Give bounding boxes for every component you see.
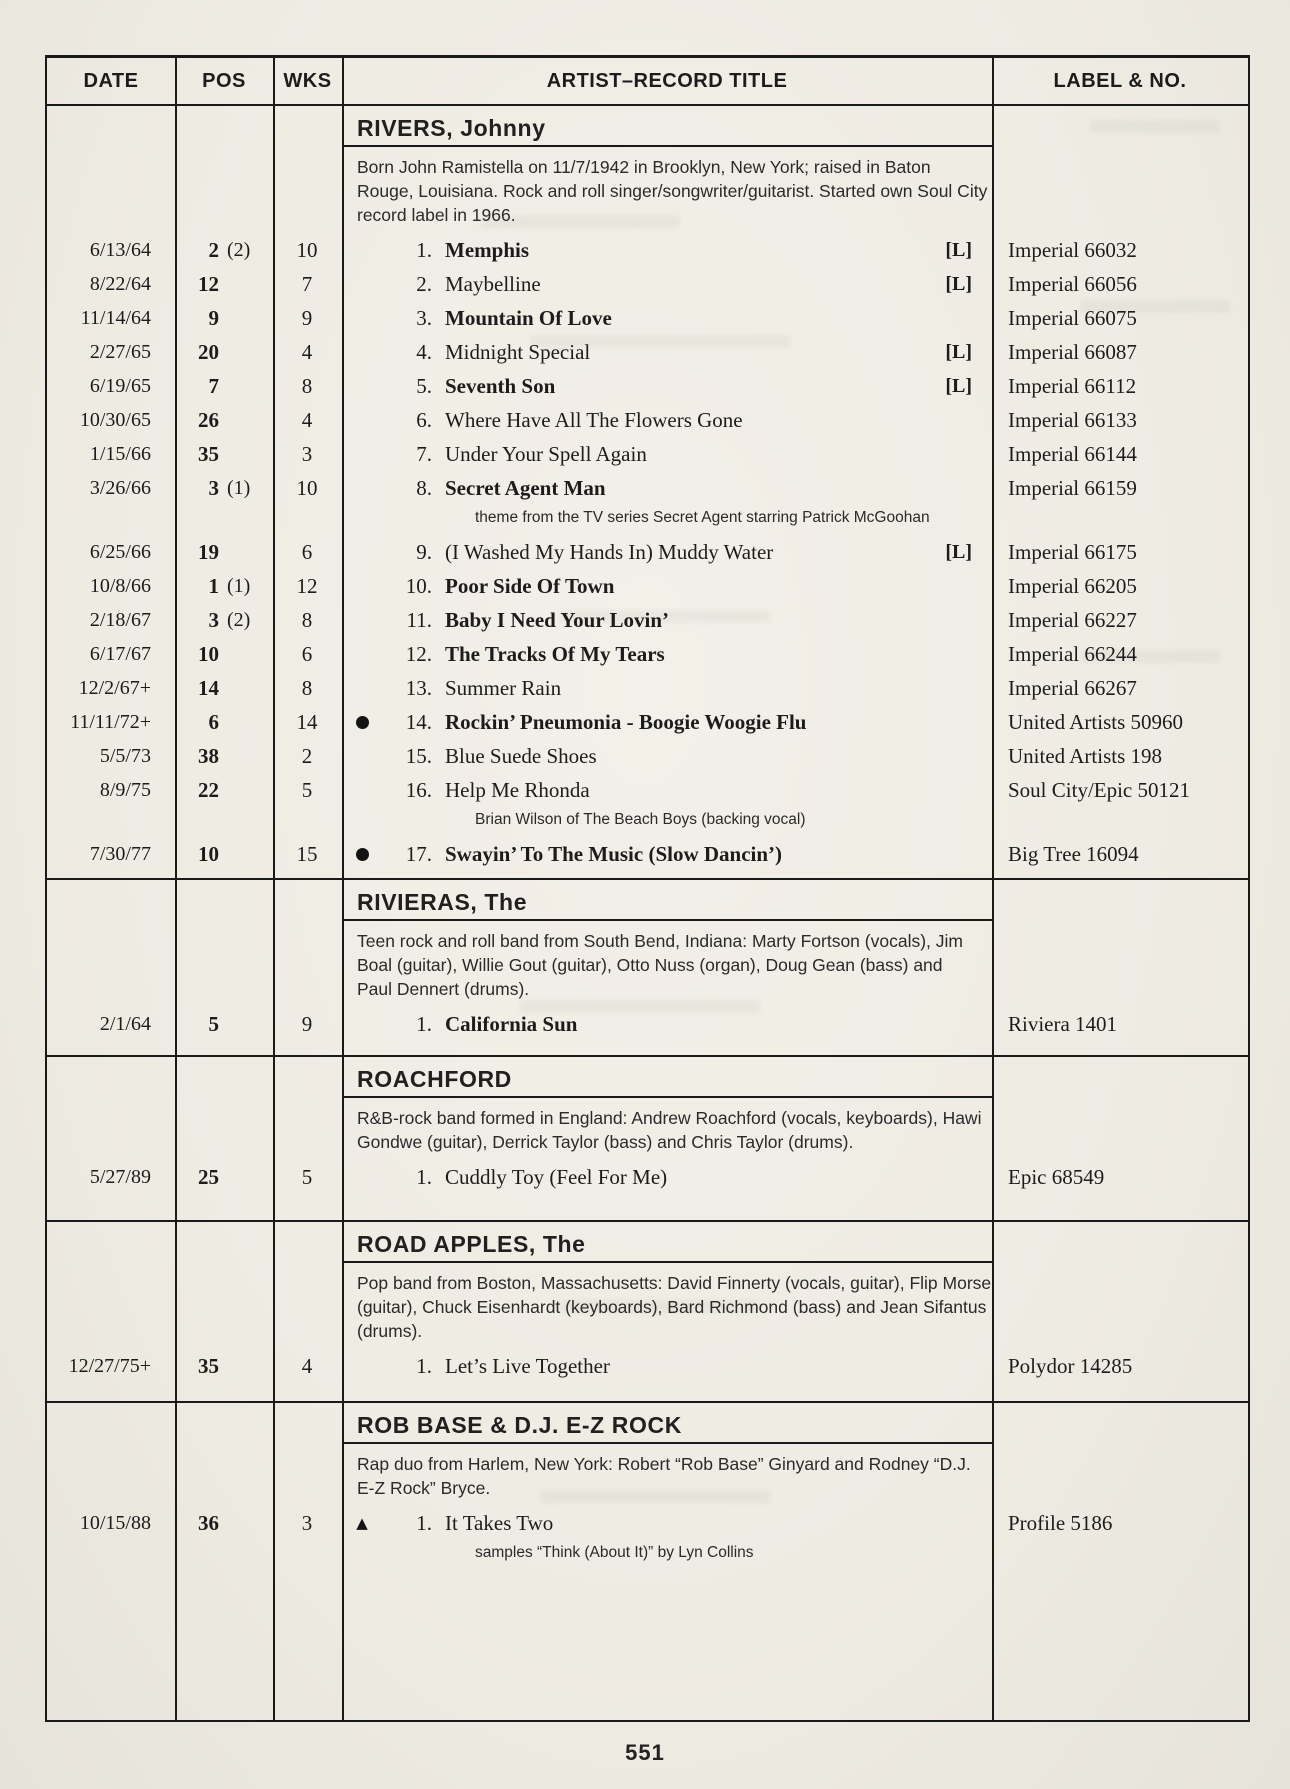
peak-position: 7 <box>208 374 219 398</box>
weeks-charted: 4 <box>301 408 313 432</box>
record-label-number: Imperial 66267 <box>1008 676 1137 700</box>
peak-position: 5 <box>208 1012 219 1036</box>
chart-entry-row <box>47 1007 1248 1041</box>
artist-heading-rule <box>342 1096 992 1098</box>
weeks-charted: 8 <box>301 374 313 398</box>
artist-name-heading: ROAD APPLES, The <box>357 1231 586 1257</box>
song-title: Swayin’ To The Music (Slow Dancin’) <box>445 842 783 866</box>
record-label-number: Imperial 66227 <box>1008 608 1137 632</box>
weeks-charted: 6 <box>301 540 313 564</box>
artist-bio-line: (drums). <box>357 1321 423 1341</box>
chart-entry-row <box>47 837 1248 871</box>
debut-date: 5/27/89 <box>89 1166 151 1188</box>
song-title: Poor Side Of Town <box>445 574 615 598</box>
artist-bio-line: R&B-rock band formed in England: Andrew Roachford (vocals, keyboards), Hawi <box>357 1108 982 1128</box>
debut-date: 8/9/75 <box>99 779 151 801</box>
artist-bio <box>357 929 1248 1001</box>
song-number: 11. <box>406 608 432 632</box>
debut-date: 5/5/73 <box>99 745 151 767</box>
song-title: Summer Rain <box>445 676 562 700</box>
weeks-charted: 8 <box>301 676 313 700</box>
peak-position: 9 <box>208 306 219 330</box>
chart-entry-row <box>47 301 1248 335</box>
record-label-number: Imperial 66159 <box>1008 476 1137 500</box>
song-title: Under Your Spell Again <box>445 442 647 466</box>
weeks-at-peak: (1) <box>227 575 251 597</box>
sections <box>47 106 1248 1570</box>
song-title: Maybelline <box>445 272 541 296</box>
artist-section <box>47 1055 1248 1220</box>
debut-date: 12/27/75+ <box>68 1355 151 1377</box>
peak-position: 25 <box>198 1165 219 1189</box>
chart-entry-row <box>47 705 1248 739</box>
peak-position: 35 <box>198 442 219 466</box>
song-title: Blue Suede Shoes <box>445 744 597 768</box>
chart-entry-row <box>47 739 1248 773</box>
debut-date: 3/26/66 <box>89 477 151 499</box>
song-rows <box>47 1506 1248 1570</box>
table-header-row <box>47 58 1248 106</box>
artist-bio-line: Rap duo from Harlem, New York: Robert “Rob Base” Ginyard and Rodney “D.J. <box>357 1454 971 1474</box>
song-number: 13. <box>405 676 432 700</box>
artist-heading-rule <box>342 1261 992 1263</box>
column-header-pos: POS <box>202 70 246 92</box>
live-version-tag: [L] <box>945 273 972 295</box>
record-label-number: Profile 5186 <box>1008 1511 1113 1535</box>
chart-entry-row <box>47 1349 1248 1383</box>
weeks-charted: 3 <box>301 1511 313 1535</box>
page-number: 551 <box>625 1740 665 1765</box>
song-number: 6. <box>416 408 432 432</box>
weeks-charted: 4 <box>301 1354 313 1378</box>
artist-name-heading: ROB BASE & D.J. E-Z ROCK <box>357 1412 682 1438</box>
record-label-number: Imperial 66087 <box>1008 340 1137 364</box>
song-number: 15. <box>405 744 432 768</box>
weeks-charted: 7 <box>301 272 313 296</box>
artist-bio-line: Boal (guitar), Willie Gout (guitar), Otto Nuss (organ), Doug Gean (bass) and <box>357 955 943 975</box>
song-title: Baby I Need Your Lovin’ <box>445 608 670 632</box>
live-version-tag: [L] <box>945 375 972 397</box>
live-version-tag: [L] <box>945 341 972 363</box>
peak-position: 36 <box>198 1511 219 1535</box>
song-rows <box>47 1349 1248 1383</box>
artist-bio-line: Born John Ramistella on 11/7/1942 in Brooklyn, New York; raised in Baton <box>357 157 931 177</box>
peak-position: 35 <box>198 1354 219 1378</box>
weeks-charted: 2 <box>301 744 313 768</box>
column-header-label-no: LABEL & NO. <box>1053 70 1187 92</box>
song-number: 17. <box>405 842 432 866</box>
weeks-at-peak: (1) <box>227 477 251 499</box>
column-header-date: DATE <box>83 70 139 92</box>
song-number: 4. <box>416 340 432 364</box>
weeks-charted: 15 <box>296 842 318 866</box>
column-header-artist-record-title: ARTIST–RECORD TITLE <box>546 70 788 92</box>
song-title: Where Have All The Flowers Gone <box>445 408 743 432</box>
song-title: The Tracks Of My Tears <box>445 642 665 666</box>
song-title: Let’s Live Together <box>445 1354 610 1378</box>
artist-bio-line: Teen rock and roll band from South Bend, Indiana: Marty Fortson (vocals), Jim <box>357 931 963 951</box>
chart-table <box>45 55 1250 1722</box>
peak-position: 6 <box>208 710 219 734</box>
peak-position: 10 <box>198 842 219 866</box>
chart-entry-row <box>47 403 1248 437</box>
song-number: 14. <box>405 710 432 734</box>
record-label-number: Imperial 66175 <box>1008 540 1137 564</box>
live-version-tag: [L] <box>945 239 972 261</box>
artist-bio-line: Gondwe (guitar), Derrick Taylor (bass) and Chris Taylor (drums). <box>357 1132 854 1152</box>
chart-entry-row <box>47 1160 1248 1194</box>
weeks-at-peak: (2) <box>227 609 251 631</box>
record-label-number: Big Tree 16094 <box>1008 842 1139 866</box>
record-label-number: Polydor 14285 <box>1008 1354 1133 1378</box>
record-label-number: Imperial 66144 <box>1008 442 1137 466</box>
chart-entry-row <box>47 267 1248 301</box>
song-number: 10. <box>405 574 432 598</box>
chart-entry-row <box>47 471 1248 505</box>
record-label-number: Epic 68549 <box>1008 1165 1105 1189</box>
song-number: 1. <box>416 1012 432 1036</box>
chart-entry-row <box>47 535 1248 569</box>
weeks-charted: 10 <box>296 238 318 262</box>
song-title: It Takes Two <box>445 1511 554 1535</box>
debut-date: 10/15/88 <box>79 1512 151 1534</box>
debut-date: 1/15/66 <box>89 443 151 465</box>
song-number: 5. <box>416 374 432 398</box>
peak-position: 38 <box>198 744 219 768</box>
song-title: Secret Agent Man <box>445 476 606 500</box>
peak-position: 14 <box>198 676 219 700</box>
artist-section <box>47 878 1248 1055</box>
song-title: Cuddly Toy (Feel For Me) <box>445 1165 668 1189</box>
record-label-number: Imperial 66205 <box>1008 574 1137 598</box>
artist-bio <box>357 1452 1248 1500</box>
song-title: Rockin’ Pneumonia - Boogie Woogie Flu <box>445 710 807 734</box>
record-label-number: Imperial 66112 <box>1008 374 1137 398</box>
weeks-charted: 14 <box>296 710 318 734</box>
peak-position: 19 <box>198 540 219 564</box>
artist-bio <box>357 155 1248 227</box>
record-label-number: Soul City/Epic 50121 <box>1008 778 1191 802</box>
song-title: Seventh Son <box>445 374 556 398</box>
artist-bio-line: Pop band from Boston, Massachusetts: David Finnerty (vocals, guitar), Flip Morse <box>357 1273 992 1293</box>
chart-entry-row <box>47 671 1248 705</box>
artist-bio <box>357 1271 1248 1343</box>
song-note: theme from the TV series Secret Agent starring Patrick McGoohan <box>475 509 930 526</box>
weeks-at-peak: (2) <box>227 239 251 261</box>
weeks-charted: 5 <box>301 1165 313 1189</box>
artist-bio-line: Paul Dennert (drums). <box>357 979 530 999</box>
debut-date: 6/25/66 <box>89 541 151 563</box>
song-number: 1. <box>416 1354 432 1378</box>
song-rows <box>47 1007 1248 1041</box>
weeks-charted: 9 <box>301 1012 313 1036</box>
debut-date: 6/19/65 <box>89 375 151 397</box>
triangle-glyph: ▲ <box>356 1514 368 1532</box>
peak-position: 20 <box>198 340 219 364</box>
song-number: 3. <box>416 306 432 330</box>
song-number: 8. <box>416 476 432 500</box>
record-label-number: Imperial 66032 <box>1008 238 1137 262</box>
song-rows <box>47 1160 1248 1194</box>
artist-heading-rule <box>342 1442 992 1444</box>
artist-bio <box>357 1106 1248 1154</box>
weeks-charted: 4 <box>301 340 313 364</box>
weeks-charted: 8 <box>301 608 313 632</box>
peak-position: 12 <box>198 272 219 296</box>
song-title: Memphis <box>445 238 529 262</box>
artist-name-heading: RIVERS, Johnny <box>357 115 546 141</box>
artist-heading-rule <box>342 145 992 147</box>
debut-date: 7/30/77 <box>89 843 151 865</box>
chart-entry-row <box>47 637 1248 671</box>
chart-entry-row <box>47 1506 1248 1540</box>
song-title: Midnight Special <box>445 340 591 364</box>
peak-position: 26 <box>198 408 219 432</box>
song-number: 1. <box>416 1511 432 1535</box>
live-version-tag: [L] <box>945 541 972 563</box>
artist-bio-line: Rouge, Louisiana. Rock and roll singer/songwriter/guitarist. Started own Soul City <box>357 181 988 201</box>
song-number: 1. <box>416 238 432 262</box>
song-number: 9. <box>416 540 432 564</box>
song-title: Mountain Of Love <box>445 306 612 330</box>
peak-position: 1 <box>208 574 219 598</box>
artist-section <box>47 1401 1248 1570</box>
artist-bio-line: record label in 1966. <box>357 205 516 225</box>
record-label-number: Riviera 1401 <box>1008 1012 1118 1036</box>
artist-section <box>47 1220 1248 1401</box>
artist-bio-line: (guitar), Chuck Eisenhardt (keyboards), Bard Richmond (bass) and Jean Sifantus <box>357 1297 987 1317</box>
song-note: Brian Wilson of The Beach Boys (backing vocal) <box>475 811 806 828</box>
weeks-charted: 3 <box>301 442 313 466</box>
song-title: (I Washed My Hands In) Muddy Water <box>445 540 774 564</box>
weeks-charted: 12 <box>296 574 318 598</box>
debut-date: 10/8/66 <box>89 575 151 597</box>
weeks-charted: 5 <box>301 778 313 802</box>
debut-date: 2/1/64 <box>99 1013 151 1035</box>
chart-entry-row <box>47 773 1248 807</box>
debut-date: 2/18/67 <box>89 609 151 631</box>
record-label-number: United Artists 198 <box>1008 744 1163 768</box>
chart-entry-row <box>47 437 1248 471</box>
weeks-charted: 9 <box>301 306 313 330</box>
song-number: 16. <box>405 778 432 802</box>
peak-position: 10 <box>198 642 219 666</box>
debut-date: 12/2/67+ <box>78 677 151 699</box>
peak-position: 3 <box>208 476 219 500</box>
chart-entry-row <box>47 335 1248 369</box>
peak-position: 22 <box>198 778 219 802</box>
debut-date: 6/13/64 <box>89 239 151 261</box>
debut-date: 8/22/64 <box>89 273 151 295</box>
debut-date: 6/17/67 <box>89 643 151 665</box>
song-number: 2. <box>416 272 432 296</box>
record-label-number: Imperial 66056 <box>1008 272 1137 296</box>
chart-entry-row <box>47 603 1248 637</box>
debut-date: 11/11/72+ <box>70 711 151 733</box>
debut-date: 11/14/64 <box>80 307 151 329</box>
song-number: 1. <box>416 1165 432 1189</box>
song-rows <box>47 233 1248 871</box>
record-label-number: Imperial 66133 <box>1008 408 1137 432</box>
song-note: samples “Think (About It)” by Lyn Collins <box>475 1544 754 1561</box>
chart-entry-row <box>47 369 1248 403</box>
record-label-number: Imperial 66075 <box>1008 306 1137 330</box>
song-number: 12. <box>405 642 432 666</box>
song-title: Help Me Rhonda <box>445 778 590 802</box>
artist-name-heading: RIVIERAS, The <box>357 889 528 915</box>
artist-section <box>47 106 1248 878</box>
artist-heading-rule <box>342 919 992 921</box>
peak-position: 3 <box>208 608 219 632</box>
chart-entry-row <box>47 233 1248 267</box>
chart-entry-row <box>47 569 1248 603</box>
song-number: 7. <box>416 442 432 466</box>
debut-date: 10/30/65 <box>79 409 151 431</box>
song-title: California Sun <box>445 1012 578 1036</box>
artist-bio-line: E-Z Rock” Bryce. <box>357 1478 491 1498</box>
weeks-charted: 6 <box>301 642 313 666</box>
record-label-number: Imperial 66244 <box>1008 642 1137 666</box>
column-header-wks: WKS <box>283 70 332 92</box>
artist-name-heading: ROACHFORD <box>357 1066 512 1092</box>
debut-date: 2/27/65 <box>89 341 151 363</box>
record-label-number: United Artists 50960 <box>1008 710 1184 734</box>
weeks-charted: 10 <box>296 476 318 500</box>
peak-position: 2 <box>208 238 219 262</box>
